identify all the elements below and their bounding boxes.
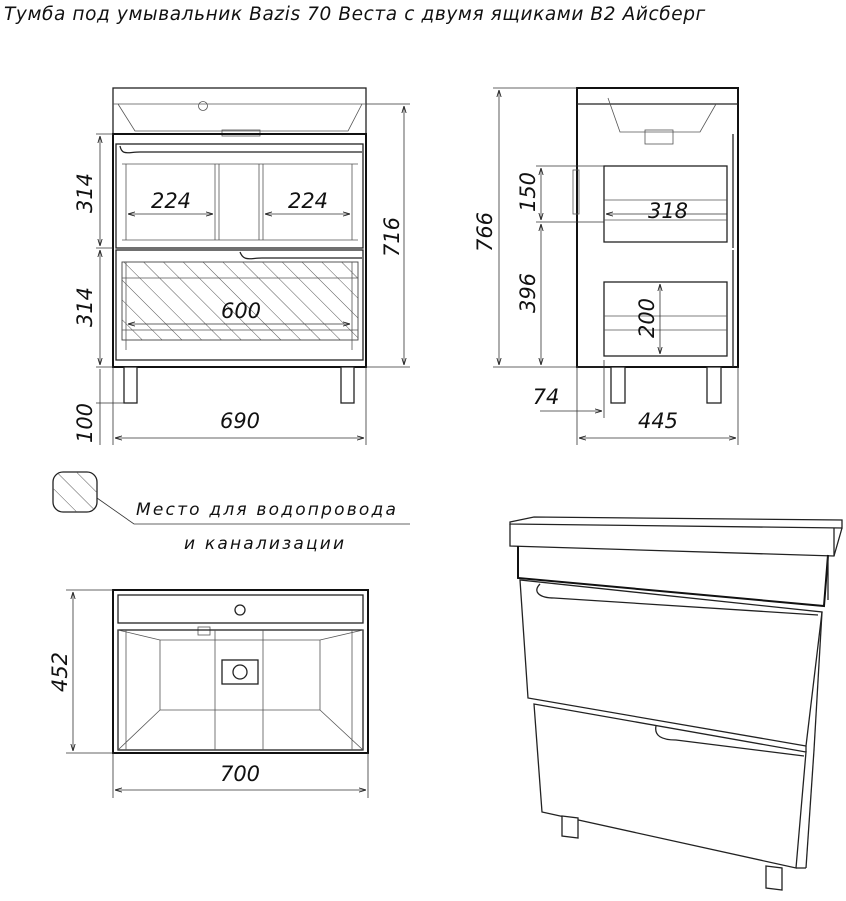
dim-drawer-depth: 318: [647, 199, 689, 223]
side-leg-front: [611, 367, 625, 403]
dim-drawer-height-top: 314: [73, 172, 97, 214]
top-basin: [118, 630, 363, 750]
front-view: [73, 88, 410, 445]
iso-leg-left: [562, 816, 578, 838]
iso-leg-right: [766, 866, 782, 890]
dim-drawer-width: 600: [220, 299, 262, 323]
dim-depth: 445: [637, 409, 679, 433]
iso-lower-drawer: [534, 704, 806, 868]
side-view: [473, 88, 738, 445]
front-basin: [113, 88, 366, 134]
dim-leg-height: 100: [73, 402, 97, 444]
iso-basin-top: [510, 517, 842, 528]
dim-inner-width-right: 224: [287, 189, 329, 213]
dim-total-height: 766: [473, 211, 497, 253]
dim-inner-width-left: 224: [150, 189, 192, 213]
dim-drawer-inner-height: 200: [635, 297, 659, 339]
drawing-title: Тумба под умывальник Bazis 70 Веста с двумя ящиками В2 Айсберг: [4, 4, 706, 25]
side-lower-drawer: [604, 282, 727, 356]
isometric-view: [510, 517, 842, 890]
legend-text-line1: Место для водопровода: [136, 500, 399, 520]
legend-text-line2: и канализации: [184, 534, 347, 554]
front-leg-right: [341, 367, 354, 403]
dim-top-width: 700: [219, 762, 261, 786]
front-leg-left: [124, 367, 137, 403]
top-view: [48, 590, 368, 798]
legend: [53, 472, 410, 554]
dim-upper-offset: 150: [516, 171, 540, 213]
dim-top-depth: 452: [48, 651, 72, 693]
side-leg-back: [707, 367, 721, 403]
dim-total-width: 690: [219, 409, 261, 433]
dim-drawer-height-bottom: 314: [73, 286, 97, 328]
dim-lower-offset: 396: [516, 272, 540, 314]
top-drain: [222, 660, 258, 684]
dim-leg-offset: 74: [532, 385, 560, 409]
dim-body-height: 716: [380, 216, 404, 258]
